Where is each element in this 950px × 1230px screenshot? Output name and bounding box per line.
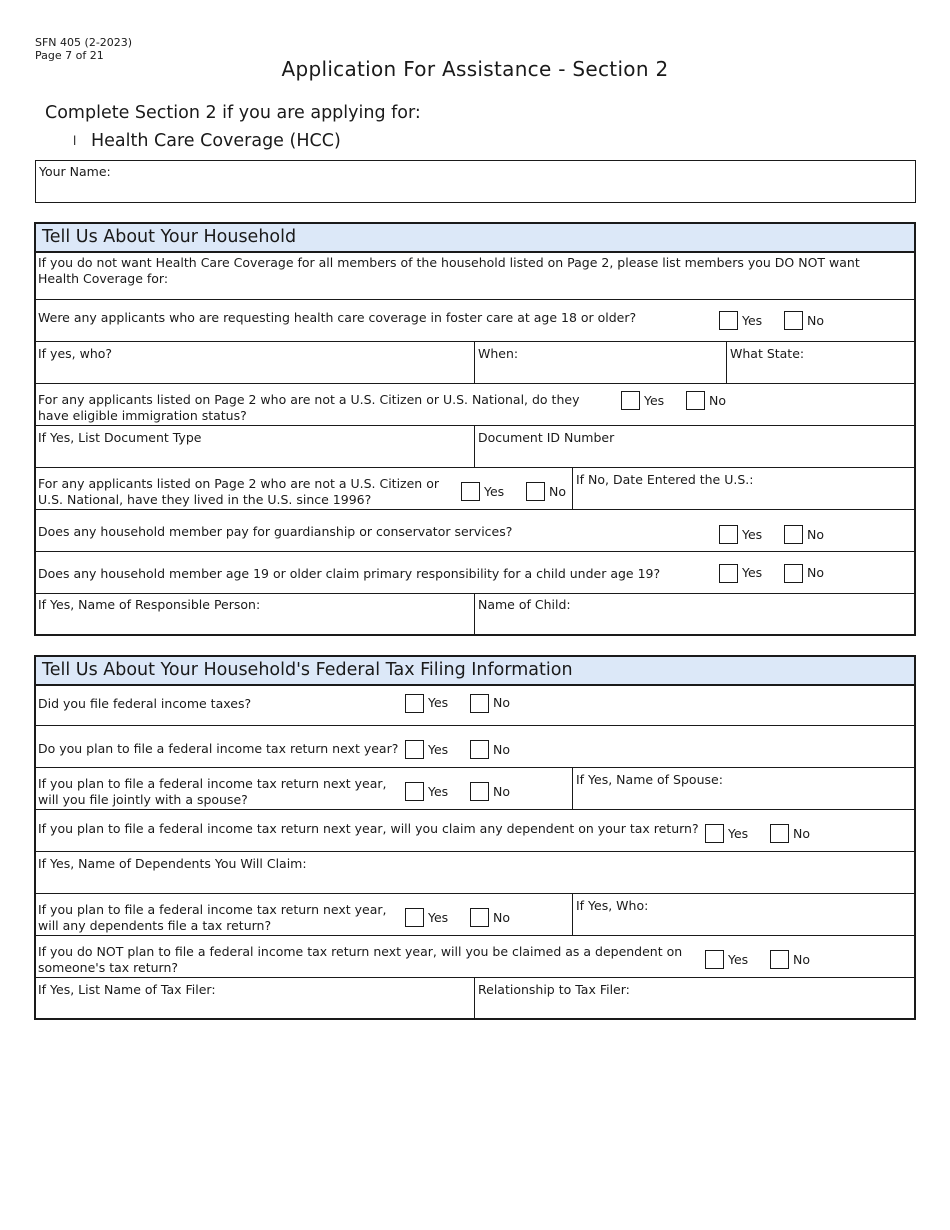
responsibility-question: Does any household member age 19 or older claim primary responsibility for a child under age 19? xyxy=(38,566,661,581)
jointly-no-label: No xyxy=(493,784,510,799)
foster-no-checkbox[interactable] xyxy=(784,311,803,330)
lived-no-checkbox[interactable] xyxy=(526,482,545,501)
program-hcc: Health Care Coverage (HCC) xyxy=(91,131,341,151)
filed-taxes-question: Did you file federal income taxes? xyxy=(38,696,252,711)
guardianship-no-checkbox[interactable] xyxy=(784,525,803,544)
row-divider xyxy=(34,551,915,552)
guardianship-yes-label: Yes xyxy=(742,527,763,542)
foster-state-label: What State: xyxy=(730,346,805,361)
your-name-field[interactable] xyxy=(35,160,916,203)
jointly-no-checkbox[interactable] xyxy=(470,782,489,801)
row-divider xyxy=(34,383,915,384)
immigration-yes-checkbox[interactable] xyxy=(621,391,640,410)
responsibility-yes-label: Yes xyxy=(742,565,763,580)
claim-dependent-question: If you plan to file a federal income tax return next year, will you claim any dependent on your tax return? xyxy=(38,821,699,836)
col-divider xyxy=(474,593,475,635)
row-divider xyxy=(34,509,915,510)
row-divider xyxy=(34,851,915,852)
responsibility-no-checkbox[interactable] xyxy=(784,564,803,583)
row-divider xyxy=(34,467,915,468)
household-section-title: Tell Us About Your Household xyxy=(36,224,914,253)
col-divider xyxy=(572,467,573,510)
row-divider xyxy=(34,893,915,894)
dependent-yes-checkbox[interactable] xyxy=(705,824,724,843)
foster-yes-checkbox[interactable] xyxy=(719,311,738,330)
plan-yes-label: Yes xyxy=(428,742,449,757)
form-number: SFN 405 (2-2023) xyxy=(35,36,133,49)
exclude-members-label: If you do not want Health Care Coverage for all members of the household listed on Page 2, please list members you DO NOT want Health Coverage for: xyxy=(38,255,860,286)
document-type-label: If Yes, List Document Type xyxy=(38,430,202,445)
claimed-yes-checkbox[interactable] xyxy=(705,950,724,969)
dependents-names-label: If Yes, Name of Dependents You Will Claim: xyxy=(38,856,307,871)
bullet-icon: l xyxy=(73,134,77,148)
row-divider xyxy=(34,767,915,768)
row-divider xyxy=(34,809,915,810)
lived-since-1996-question: For any applicants listed on Page 2 who are not a U.S. Citizen or U.S. National, have they lived in the U.S. since 1996? xyxy=(38,476,439,507)
immigration-no-label: No xyxy=(709,393,726,408)
dependent-no-checkbox[interactable] xyxy=(770,824,789,843)
filed-yes-label: Yes xyxy=(428,695,449,710)
dep-file-no-label: No xyxy=(493,910,510,925)
plan-no-label: No xyxy=(493,742,510,757)
responsible-person-label: If Yes, Name of Responsible Person: xyxy=(38,597,261,612)
dep-who-label: If Yes, Who: xyxy=(576,898,649,913)
dependent-no-label: No xyxy=(793,826,810,841)
guardianship-no-label: No xyxy=(807,527,824,542)
guardianship-question: Does any household member pay for guardianship or conservator services? xyxy=(38,524,513,539)
exclude-members-field[interactable] xyxy=(36,252,914,300)
foster-no-label: No xyxy=(807,313,824,328)
relationship-label: Relationship to Tax Filer: xyxy=(478,982,630,997)
date-entered-label: If No, Date Entered the U.S.: xyxy=(576,472,754,487)
dep-file-yes-checkbox[interactable] xyxy=(405,908,424,927)
tax-filer-name-label: If Yes, List Name of Tax Filer: xyxy=(38,982,216,997)
plan-no-checkbox[interactable] xyxy=(470,740,489,759)
claimed-no-checkbox[interactable] xyxy=(770,950,789,969)
foster-care-question: Were any applicants who are requesting health care coverage in foster care at age 18 or older? xyxy=(38,310,637,325)
plan-to-file-question: Do you plan to file a federal income tax return next year? xyxy=(38,741,399,756)
intro-text: Complete Section 2 if you are applying for: xyxy=(45,103,421,123)
responsibility-yes-checkbox[interactable] xyxy=(719,564,738,583)
foster-yes-label: Yes xyxy=(742,313,763,328)
file-jointly-question: If you plan to file a federal income tax return next year, will you file jointly with a spouse? xyxy=(38,776,387,807)
dep-file-no-checkbox[interactable] xyxy=(470,908,489,927)
spouse-name-label: If Yes, Name of Spouse: xyxy=(576,772,723,787)
lived-yes-label: Yes xyxy=(484,484,505,499)
plan-yes-checkbox[interactable] xyxy=(405,740,424,759)
immigration-yes-label: Yes xyxy=(644,393,665,408)
filed-no-checkbox[interactable] xyxy=(470,694,489,713)
responsibility-no-label: No xyxy=(807,565,824,580)
document-id-label: Document ID Number xyxy=(478,430,615,445)
col-divider xyxy=(474,341,475,384)
row-divider xyxy=(34,935,915,936)
col-divider xyxy=(474,425,475,468)
filed-no-label: No xyxy=(493,695,510,710)
col-divider xyxy=(474,977,475,1019)
page-title: Application For Assistance - Section 2 xyxy=(281,57,669,81)
jointly-yes-checkbox[interactable] xyxy=(405,782,424,801)
dependents-file-question: If you plan to file a federal income tax return next year, will any dependents file a tax return? xyxy=(38,902,387,933)
child-name-label: Name of Child: xyxy=(478,597,571,612)
row-divider xyxy=(34,725,915,726)
col-divider xyxy=(572,893,573,936)
col-divider xyxy=(726,341,727,384)
lived-yes-checkbox[interactable] xyxy=(461,482,480,501)
claimed-dependent-question: If you do NOT plan to file a federal income tax return next year, will you be claimed as a dependent on someone's tax return? xyxy=(38,944,683,975)
claimed-yes-label: Yes xyxy=(728,952,749,967)
foster-when-label: When: xyxy=(478,346,519,361)
dep-file-yes-label: Yes xyxy=(428,910,449,925)
filed-yes-checkbox[interactable] xyxy=(405,694,424,713)
foster-who-label: If yes, who? xyxy=(38,346,113,361)
jointly-yes-label: Yes xyxy=(428,784,449,799)
immigration-question: For any applicants listed on Page 2 who are not a U.S. Citizen or U.S. National, do they have eligible immigration status? xyxy=(38,392,580,423)
page-number: Page 7 of 21 xyxy=(35,49,104,62)
col-divider xyxy=(572,767,573,810)
claimed-no-label: No xyxy=(793,952,810,967)
guardianship-yes-checkbox[interactable] xyxy=(719,525,738,544)
immigration-no-checkbox[interactable] xyxy=(686,391,705,410)
your-name-label: Your Name: xyxy=(39,164,111,179)
dependent-yes-label: Yes xyxy=(728,826,749,841)
lived-no-label: No xyxy=(549,484,566,499)
tax-section-title: Tell Us About Your Household's Federal Tax Filing Information xyxy=(36,657,914,686)
